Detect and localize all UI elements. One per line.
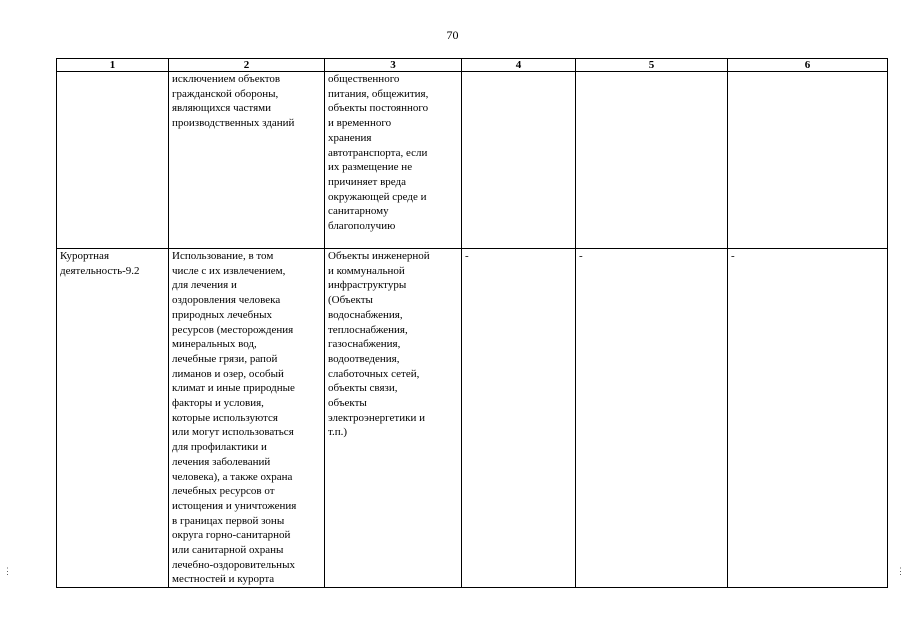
column-header: 4 (462, 59, 576, 72)
scan-edge-mark: ⋮ (896, 566, 905, 576)
regulations-table (56, 58, 888, 588)
table-cell (462, 72, 576, 249)
table-cell: - (462, 249, 576, 588)
table-cell (57, 72, 169, 249)
column-header: 6 (728, 59, 888, 72)
table-cell: общественного питания, общежития, объекты постоянного и временного хранения автотранспорта, если их размещение не причиняет вреда окружающей среде и санитарному благополучию (325, 72, 462, 249)
page-number: 70 (446, 28, 459, 42)
table-row (57, 72, 888, 249)
table-cell (576, 72, 728, 249)
table-header-row (57, 59, 888, 72)
table-cell (728, 72, 888, 249)
table-cell: исключением объектов гражданской обороны, являющихся частями производственных зданий (169, 72, 325, 249)
table-cell: - (728, 249, 888, 588)
table-cell: Курортная деятельность-9.2 (57, 249, 169, 588)
table-cell: Объекты инженерной и коммунальной инфраструктуры (Объекты водоснабжения, теплоснабжения, газоснабжения, водоотведения, слаботочных сетей, объекты связи, объекты электроэнергетики и т.п.) (325, 249, 462, 588)
column-header: 2 (169, 59, 325, 72)
scan-edge-mark: ⋮ (3, 566, 12, 576)
column-header: 1 (57, 59, 169, 72)
table-cell: - (576, 249, 728, 588)
column-header: 3 (325, 59, 462, 72)
table-cell: Использование, в том числе с их извлечением, для лечения и оздоровления человека природных лечебных ресурсов (месторождения минеральных вод, лечебные грязи, рапой лиманов и озер, особый климат и иные природные факторы и условия, которые используются или могут использоваться для профилактики и лечения заболеваний человека), а также охрана лечебных ресурсов от истощения и уничтожения в границах первой зоны округа горно-санитарной или санитарной охраны лечебно-оздоровительных местностей и курорта (169, 249, 325, 588)
column-header: 5 (576, 59, 728, 72)
table-row (57, 249, 888, 588)
